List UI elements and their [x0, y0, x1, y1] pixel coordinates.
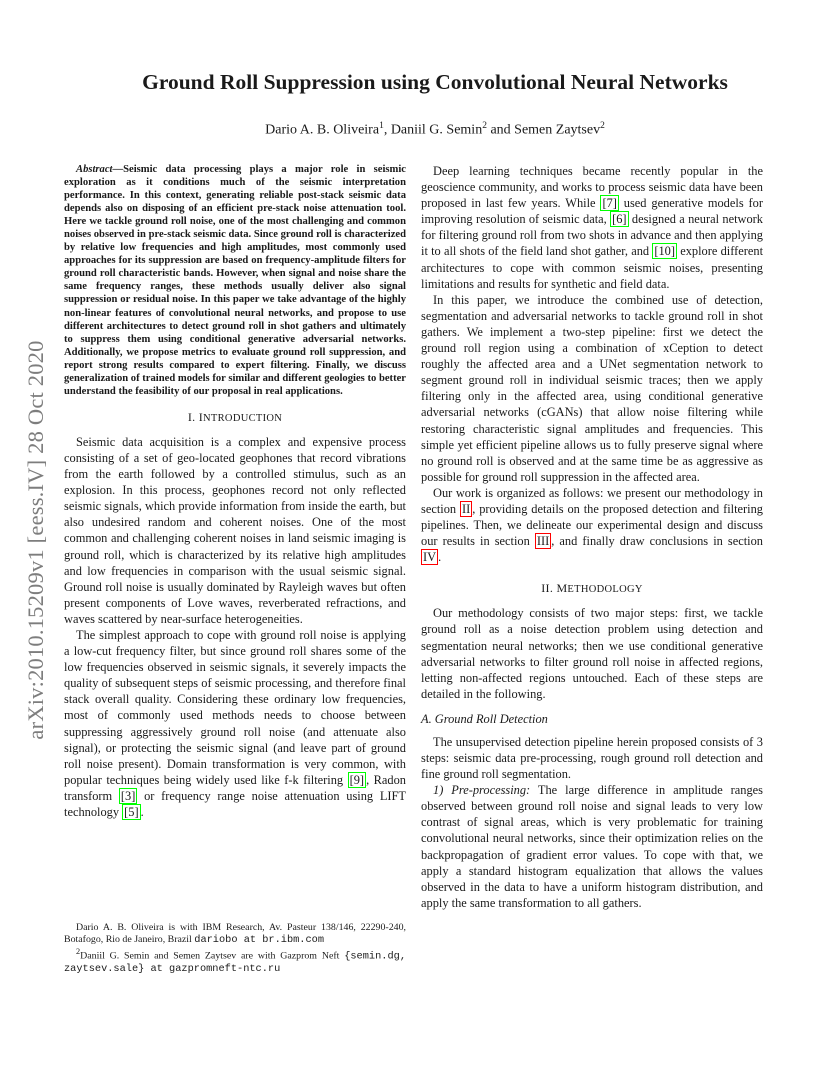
method-paragraph-1: Our methodology consists of two major steps: first, we tackle ground roll as a noise detection problem using detection and segmentation neural networks; then we use conditional generative adversarial networks to filter ground roll noise in affected regions, letting non-affected regions untouched. Each of these steps are detailed in the following.	[421, 606, 763, 701]
section-title-rest: NTRODUCTION	[203, 412, 283, 424]
abstract-dash: —	[112, 164, 124, 175]
intro-paragraph-2	[64, 627, 406, 820]
text-run: used generative models for improving resolution of seismic data,	[421, 196, 763, 227]
paragraph-label-preprocessing: 1) Pre-processing:	[433, 783, 531, 798]
section-number: II.	[541, 581, 557, 596]
text-run: , providing details on the proposed detection and filtering pipelines. Then, we delineate our experimental design and discuss our results in section	[421, 501, 763, 549]
text-run: The simplest approach to cope with ground roll noise is applying a low-cut frequency filter, but since ground roll shares some of the low frequencies observed in seismic signals, it severely impacts the quality of subsequent steps of seismic processing, and therefore final stack overall quality. Considering these ordinary low frequencies, most of commonly used methods needs to choose between suppressing aggressively ground roll noise (and attenuate also signal), or protecting the seismic signal (and leave part of ground roll noise present). Domain transformation is very common, with popular techniques being widely used like f-k filtering	[64, 627, 406, 787]
method-paragraph-3	[421, 782, 763, 911]
text-run: , and finally draw conclusions in section	[551, 534, 763, 549]
footnote-email-2: {semin.dg, zaytsev.sale} at gazpromneft-ntc.ru	[64, 950, 406, 975]
footnote-2	[64, 946, 406, 975]
section-heading-methodology	[421, 581, 763, 596]
text-run: Deep learning techniques became recently popular in the geoscience community, and works to process seismic data have been proposed in last few years. While	[421, 164, 763, 211]
section-heading-introduction	[64, 410, 406, 425]
citation-link-3[interactable]: [3]	[120, 788, 136, 803]
arxiv-stamp	[20, 290, 52, 790]
intro-paragraph-1: Seismic data acquisition is a complex and expensive process consisting of a set of geo-located geophones that record vibrations from the earth followed by a controlled stimulus, such as an explosion. In this process, geophones record not only reflected seismic signals, which provide information from inside the earth, but also undesired random and coherent noises. One of the most common and challenging coherent noises in land seismic imaging is ground roll, which is characterized by its relative high amplitudes and low frequencies in comparison with the usual seismic signal. Ground roll noise is usually dominated by Rayleigh waves but often present components of Love waves, reverberated refractions, and waves scattered by near-surface heterogeneities.	[64, 434, 406, 626]
text-run: designed a neural network for filtering ground roll from two shots in advance and then applying it to all shots of the field land shot gather, and	[421, 212, 763, 259]
section-link-IV[interactable]: IV	[423, 550, 437, 565]
paper-title: Ground Roll Suppression using Convolutional Neural Networks	[142, 70, 728, 94]
section-title-rest: ETHODOLOGY	[567, 584, 643, 596]
author-separator: and	[486, 122, 515, 138]
section-initial: I	[198, 409, 204, 424]
text-run: .	[140, 805, 144, 819]
text-run: The large difference in amplitude ranges observed between ground roll noise and signal leads to very low contrast of signal areas, which is very problematic for training convolutional neural networks, since their optimization relies on the backpropagation of gradient error values. To cope with that, we apply a standard histogram equalization that allows the values observed in the data to have a uniform histogram distribution, and apply the same transformation to all gathers.	[421, 783, 763, 910]
section-link-II[interactable]: II	[461, 501, 471, 516]
citation-link-5[interactable]: [5]	[124, 805, 139, 819]
arxiv-identifier: arXiv:2010.15209v1 [eess.IV] 28 Oct 2020	[23, 340, 48, 740]
intro-paragraph-5	[421, 485, 763, 565]
footnote-text: Dario A. B. Oliveira is with IBM Research, Av. Pasteur 138/146, 22290-240, Botafogo, Rio de Janeiro, Brazil	[64, 922, 406, 946]
footnotes	[64, 922, 406, 975]
abstract	[64, 163, 406, 398]
abstract-text: Seismic data processing plays a major role in seismic exploration as it conditions much of the seismic interpretation performance. In this context, generating reliable post-stack seismic data depends also on disposing of an efficient pre-stack noise attenuation tool. Here we tackle ground roll noise, one of the most challenging and common noises observed in pre-stack seismic data. Since ground roll is characterized by relative low frequencies and high amplitudes, most commonly used approaches for its suppression are based on frequency-amplitude filters for ground roll characteristic bands. However, when signal and noise share the same frequency ranges, these methods usually deliver also signal suppression or residual noise. In this paper we take advantage of the highly non-linear features of convolutional neural networks, and propose to use different architectures to detect ground roll in shot gathers and ultimately to suppress them using conditional generative adversarial networks. Additionally, we propose metrics to evaluate ground roll suppression, and report strong results compared to expert filtering. Finally, we discuss generalization of trained models for similar and different geologies to better understand the feasibility of our proposal in real applications.	[64, 164, 406, 397]
method-paragraph-2: The unsupervised detection pipeline herein proposed consists of 3 steps: seismic data pre-processing, rough ground roll detection and fine ground roll segmentation.	[421, 734, 763, 782]
text-run: explore different architectures to cope with common seismic noises, presenting limitations and results for synthetic and field data.	[421, 244, 764, 291]
section-initial: M	[556, 581, 568, 596]
author-separator: ,	[383, 122, 391, 138]
author-2: Daniil G. Semin	[390, 122, 483, 138]
left-column	[64, 163, 406, 820]
abstract-label: Abstract	[76, 164, 113, 175]
author-1: Dario A. B. Oliveira	[265, 122, 380, 138]
footnote-mark: 2	[76, 947, 81, 957]
citation-link-10[interactable]: [10]	[654, 244, 675, 259]
citation-link-7[interactable]: [7]	[602, 196, 617, 211]
footnote-1	[64, 922, 406, 946]
text-run: or frequency range noise attenuation using LIFT technology	[64, 788, 406, 819]
author-list	[60, 118, 810, 139]
subsection-heading-ground-roll-detection: A. Ground Roll Detection	[421, 711, 548, 726]
footnote-email-1: dariobo at br.ibm.com	[194, 934, 325, 947]
section-number: I.	[187, 409, 199, 424]
text-run: Our work is organized as follows: we present our methodology in section	[421, 485, 763, 516]
citation-link-6[interactable]: [6]	[612, 212, 627, 227]
affiliation-mark-2: 2	[482, 121, 487, 131]
footnote-text: Daniil G. Semin and Semen Zaytsev are with Gazprom Neft	[80, 950, 345, 962]
author-3: Semen Zaytsev	[514, 122, 601, 138]
citation-link-9[interactable]: [9]	[349, 772, 365, 787]
intro-paragraph-4: In this paper, we introduce the combined use of detection, segmentation and adversarial networks to tackle ground roll in shot gathers. We implement a two-step pipeline: first we detect the ground roll region using a combination of xCeption to detect roughly the affected area and a UNet segmentation network to segment ground roll in individual seismic traces; then we apply filtering only in the affected area, using conditional generative adversarial networks (cGANs) that allow noise filtering while restoring characteristic signal amplitudes and frequencies. This simple yet efficient pipeline allows us to fully preserve signal where no ground roll is observed and at the same time be as aggressive as possible for ground roll suppression in the affected area.	[421, 292, 763, 484]
text-run: , Radon transform	[64, 772, 406, 803]
right-column	[421, 163, 763, 911]
section-link-III[interactable]: III	[536, 534, 550, 549]
intro-paragraph-3	[421, 163, 763, 292]
text-run: .	[438, 550, 442, 565]
affiliation-mark-1: 1	[379, 121, 384, 131]
affiliation-mark-3: 2	[600, 121, 605, 131]
